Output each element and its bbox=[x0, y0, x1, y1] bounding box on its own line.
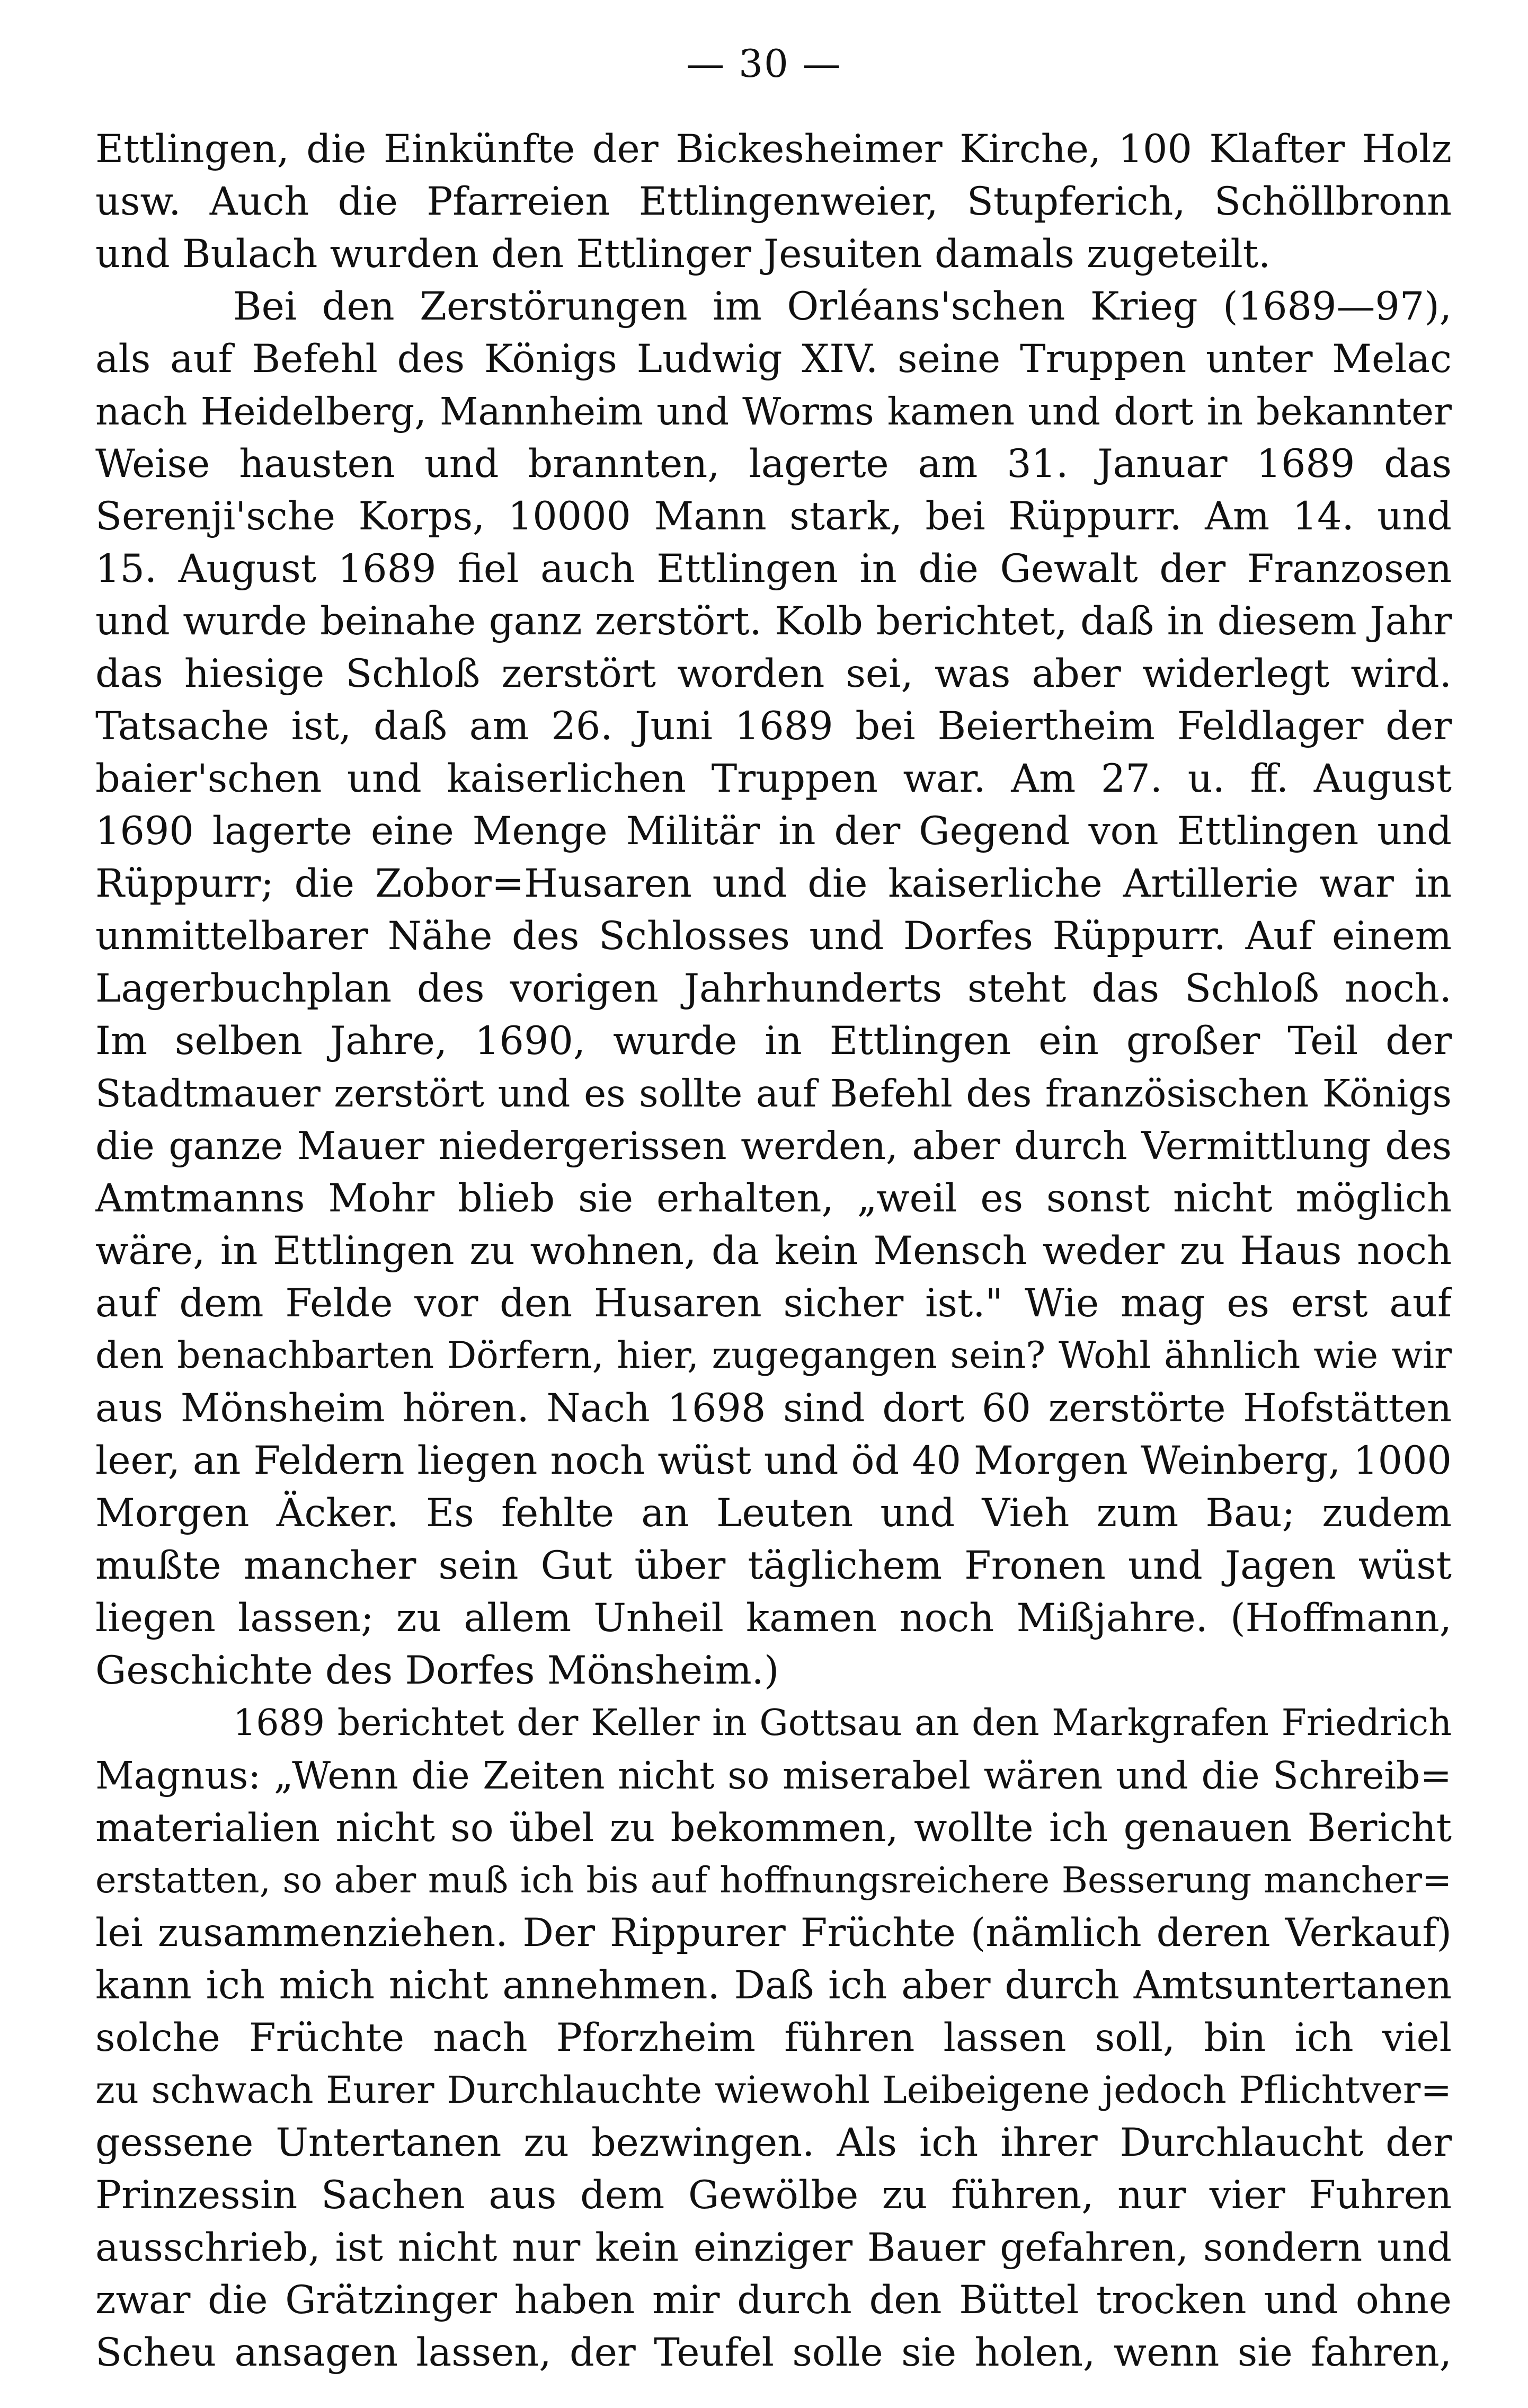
text-line: Rüppurr; die Zobor=Husaren und die kaiserliche Artillerie war in bbox=[95, 861, 1452, 906]
text-line: materialien nicht so übel zu bekommen, wollte ich genauen Bericht bbox=[95, 1805, 1452, 1851]
text-line: den benachbarten Dörfern, hier, zugegangen sein? Wohl ähnlich wie wir bbox=[95, 1334, 1452, 1377]
text-line: Morgen Äcker. Es fehlte an Leuten und Vieh zum Bau; zudem bbox=[95, 1491, 1452, 1536]
text-line: und Bulach wurden den Ettlinger Jesuiten damals zugeteilt. bbox=[95, 232, 1271, 277]
text-line: als auf Befehl des Königs Ludwig XIV. seine Truppen unter Melac bbox=[95, 337, 1452, 382]
text-line: 1690 lagerte eine Menge Militär in der Gegend von Ettlingen und bbox=[95, 809, 1452, 854]
text-line: das hiesige Schloß zerstört worden sei, was aber widerlegt wird. bbox=[95, 651, 1452, 696]
text-line: Weise hausten und brannten, lagerte am 31. Januar 1689 das bbox=[95, 441, 1452, 486]
text-line: Scheu ansagen lassen, der Teufel solle sie holen, wenn sie fahren, bbox=[95, 2330, 1452, 2375]
text-line: erstatten, so aber muß ich bis auf hoffnungsreichere Besserung mancher= bbox=[95, 1860, 1452, 1901]
text-line: Geschichte des Dorfes Mönsheim.) bbox=[95, 1648, 779, 1693]
page-number: — 30 — bbox=[686, 41, 842, 86]
text-line: Tatsache ist, daß am 26. Juni 1689 bei Beiertheim Feldlager der bbox=[95, 704, 1452, 749]
text-line: Prinzessin Sachen aus dem Gewölbe zu führen, nur vier Fuhren bbox=[95, 2173, 1452, 2218]
text-line: und wurde beinahe ganz zerstört. Kolb berichtet, daß in diesem Jahr bbox=[95, 599, 1452, 644]
body-text bbox=[95, 123, 1452, 2379]
text-line: Magnus: „Wenn die Zeiten nicht so miserabel wären und die Schreib= bbox=[95, 1754, 1452, 1798]
text-line: aus Mönsheim hören. Nach 1698 sind dort 60 zerstörte Hofstätten bbox=[95, 1386, 1452, 1431]
text-line: kann ich mich nicht annehmen. Daß ich aber durch Amtsuntertanen bbox=[95, 1963, 1452, 2008]
text-line: unmittelbarer Nähe des Schlosses und Dorfes Rüppurr. Auf einem bbox=[95, 914, 1452, 959]
text-line: zwar die Grätzinger haben mir durch den Büttel trocken und ohne bbox=[95, 2278, 1452, 2323]
text-line: Stadtmauer zerstört und es sollte auf Befehl des französischen Königs bbox=[95, 1072, 1452, 1116]
text-line: die ganze Mauer niedergerissen werden, aber durch Vermittlung des bbox=[95, 1123, 1452, 1168]
text-line: solche Früchte nach Pforzheim führen lassen soll, bin ich viel bbox=[95, 2015, 1452, 2060]
text-line: 1689 berichtet der Keller in Gottsau an den Markgrafen Friedrich bbox=[233, 1702, 1452, 1744]
text-line: Bei den Zerstörungen im Orléans'schen Krieg (1689—97), bbox=[233, 284, 1452, 329]
text-line: baier'schen und kaiserlichen Truppen war. Am 27. u. ff. August bbox=[95, 756, 1452, 801]
text-line: Amtmanns Mohr blieb sie erhalten, „weil es sonst nicht möglich bbox=[95, 1176, 1452, 1221]
text-line: liegen lassen; zu allem Unheil kamen noch Mißjahre. (Hoffmann, bbox=[95, 1596, 1452, 1641]
text-line: usw. Auch die Pfarreien Ettlingenweier, Stupferich, Schöllbronn bbox=[95, 179, 1452, 224]
text-line: leer, an Feldern liegen noch wüst und öd 40 Morgen Weinberg, 1000 bbox=[95, 1438, 1452, 1483]
text-line: Im selben Jahre, 1690, wurde in Ettlingen ein großer Teil der bbox=[95, 1019, 1452, 1064]
text-line: Serenji'sche Korps, 10000 Mann stark, bei Rüppurr. Am 14. und bbox=[95, 494, 1452, 539]
text-line: 15. August 1689 fiel auch Ettlingen in die Gewalt der Franzosen bbox=[95, 546, 1452, 591]
text-line: wäre, in Ettlingen zu wohnen, da kein Mensch weder zu Haus noch bbox=[95, 1228, 1452, 1273]
text-line: lei zusammenziehen. Der Rippurer Früchte (nämlich deren Verkauf) bbox=[95, 1910, 1452, 1955]
text-line: Lagerbuchplan des vorigen Jahrhunderts steht das Schloß noch. bbox=[95, 966, 1452, 1011]
text-line: mußte mancher sein Gut über täglichem Fronen und Jagen wüst bbox=[95, 1543, 1452, 1588]
text-line: auf dem Felde vor den Husaren sicher ist." Wie mag es erst auf bbox=[95, 1281, 1452, 1326]
text-line: nach Heidelberg, Mannheim und Worms kamen und dort in bekannter bbox=[95, 389, 1452, 433]
text-line: ausschrieb, ist nicht nur kein einziger Bauer gefahren, sondern und bbox=[95, 2225, 1452, 2270]
text-line: zu schwach Eurer Durchlauchte wiewohl Leibeigene jedoch Pflichtver= bbox=[95, 2068, 1452, 2112]
text-line: gessene Untertanen zu bezwingen. Als ich ihrer Durchlaucht der bbox=[95, 2120, 1452, 2165]
text-line: Ettlingen, die Einkünfte der Bickesheimer Kirche, 100 Klafter Holz bbox=[95, 127, 1452, 172]
